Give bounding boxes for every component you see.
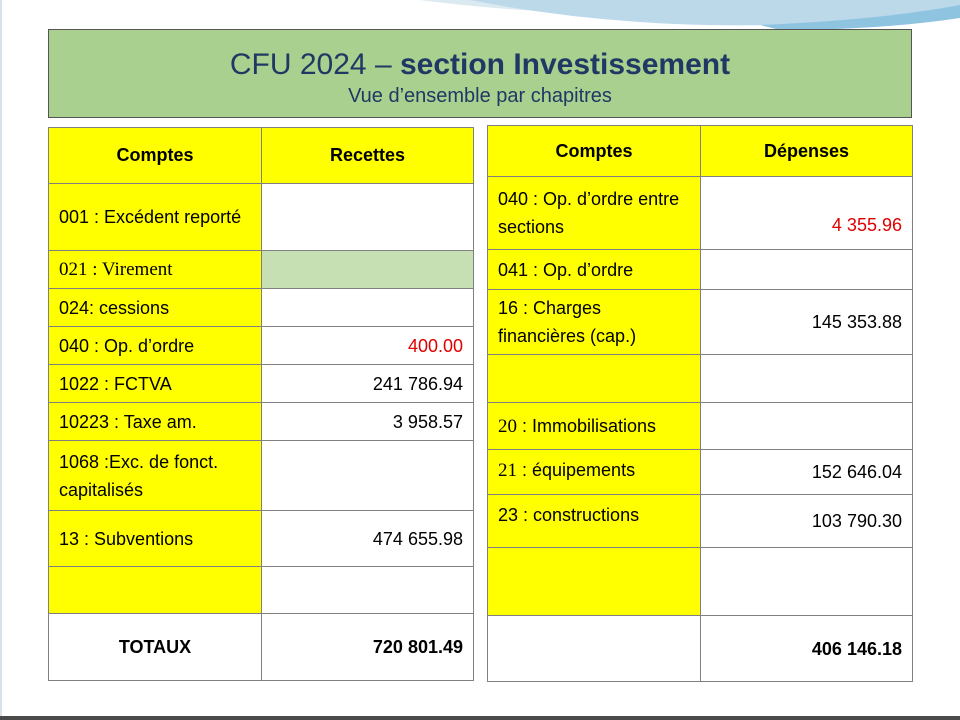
recettes-compte: 13 : Subventions (49, 511, 262, 567)
depenses-compte: 23 : constructions (488, 495, 701, 548)
depenses-value: 145 353.88 (701, 290, 913, 355)
recettes-value (262, 567, 474, 614)
depenses-compte-number: 20 (498, 415, 517, 437)
title-bold: section Investissement (399, 48, 731, 81)
table-row (488, 177, 913, 250)
recettes-value (262, 289, 474, 327)
left-edge-line (0, 0, 2, 720)
depenses-table (487, 125, 913, 682)
depenses-value: 103 790.30 (701, 495, 913, 548)
page-title (49, 47, 911, 83)
table-row (488, 495, 913, 548)
recettes-compte: 021 : Virement (49, 251, 262, 289)
recettes-value (262, 184, 474, 251)
table-row (49, 403, 474, 441)
depenses-total-value: 406 146.18 (701, 616, 913, 682)
depenses-compte (488, 355, 701, 403)
recettes-total-value: 720 801.49 (262, 614, 474, 681)
recettes-total-row (49, 614, 474, 681)
depenses-compte: 041 : Op. d’ordre (488, 250, 701, 290)
table-row (49, 441, 474, 511)
depenses-compte-label: : équipements (517, 460, 636, 480)
depenses-compte: 040 : Op. d’ordre entre sections (488, 177, 701, 250)
bottom-border (0, 716, 960, 720)
depenses-total-label (488, 616, 701, 682)
title-banner (48, 29, 912, 118)
depenses-value (701, 250, 913, 290)
recettes-compte: 024: cessions (49, 289, 262, 327)
table-row (49, 511, 474, 567)
depenses-total-row (488, 616, 913, 682)
recettes-compte (49, 567, 262, 614)
table-row (49, 184, 474, 251)
recettes-value (262, 441, 474, 511)
recettes-total-label: TOTAUX (49, 614, 262, 681)
table-row (49, 251, 474, 289)
recettes-value: 400.00 (262, 327, 474, 365)
table-row (488, 548, 913, 616)
depenses-value (701, 548, 913, 616)
depenses-value (701, 403, 913, 450)
recettes-value: 474 655.98 (262, 511, 474, 567)
depenses-compte-number: 21 (498, 460, 517, 481)
recettes-value (262, 251, 474, 289)
table-row (488, 355, 913, 403)
recettes-table (48, 127, 474, 681)
recettes-compte: 040 : Op. d’ordre (49, 327, 262, 365)
table-row (488, 250, 913, 290)
recettes-compte: 10223 : Taxe am. (49, 403, 262, 441)
depenses-value: 4 355.96 (701, 177, 913, 250)
recettes-value: 3 958.57 (262, 403, 474, 441)
depenses-compte (488, 403, 701, 450)
depenses-compte: 16 : Charges financières (cap.) (488, 290, 701, 355)
table-row (488, 290, 913, 355)
recettes-header-comptes: Comptes (49, 128, 262, 184)
depenses-header-value: Dépenses (701, 126, 913, 177)
depenses-compte (488, 450, 701, 495)
depenses-value (701, 355, 913, 403)
recettes-compte: 001 : Excédent reporté (49, 184, 262, 251)
recettes-value: 241 786.94 (262, 365, 474, 403)
page-subtitle: Vue d’ensemble par chapitres (348, 85, 612, 107)
table-row (49, 365, 474, 403)
table-row (49, 327, 474, 365)
recettes-compte: 1022 : FCTVA (49, 365, 262, 403)
recettes-header-row (49, 128, 474, 184)
table-row (49, 289, 474, 327)
recettes-header-value: Recettes (262, 128, 474, 184)
depenses-compte-label: : Immobilisations (517, 415, 657, 436)
recettes-compte: 1068 :Exc. de fonct. capitalisés (49, 441, 262, 511)
depenses-value: 152 646.04 (701, 450, 913, 495)
depenses-header-row (488, 126, 913, 177)
table-row (488, 450, 913, 495)
table-row (49, 567, 474, 614)
depenses-compte (488, 548, 701, 616)
title-prefix: CFU 2024 – (229, 48, 400, 81)
table-row (488, 403, 913, 450)
depenses-header-comptes: Comptes (488, 126, 701, 177)
